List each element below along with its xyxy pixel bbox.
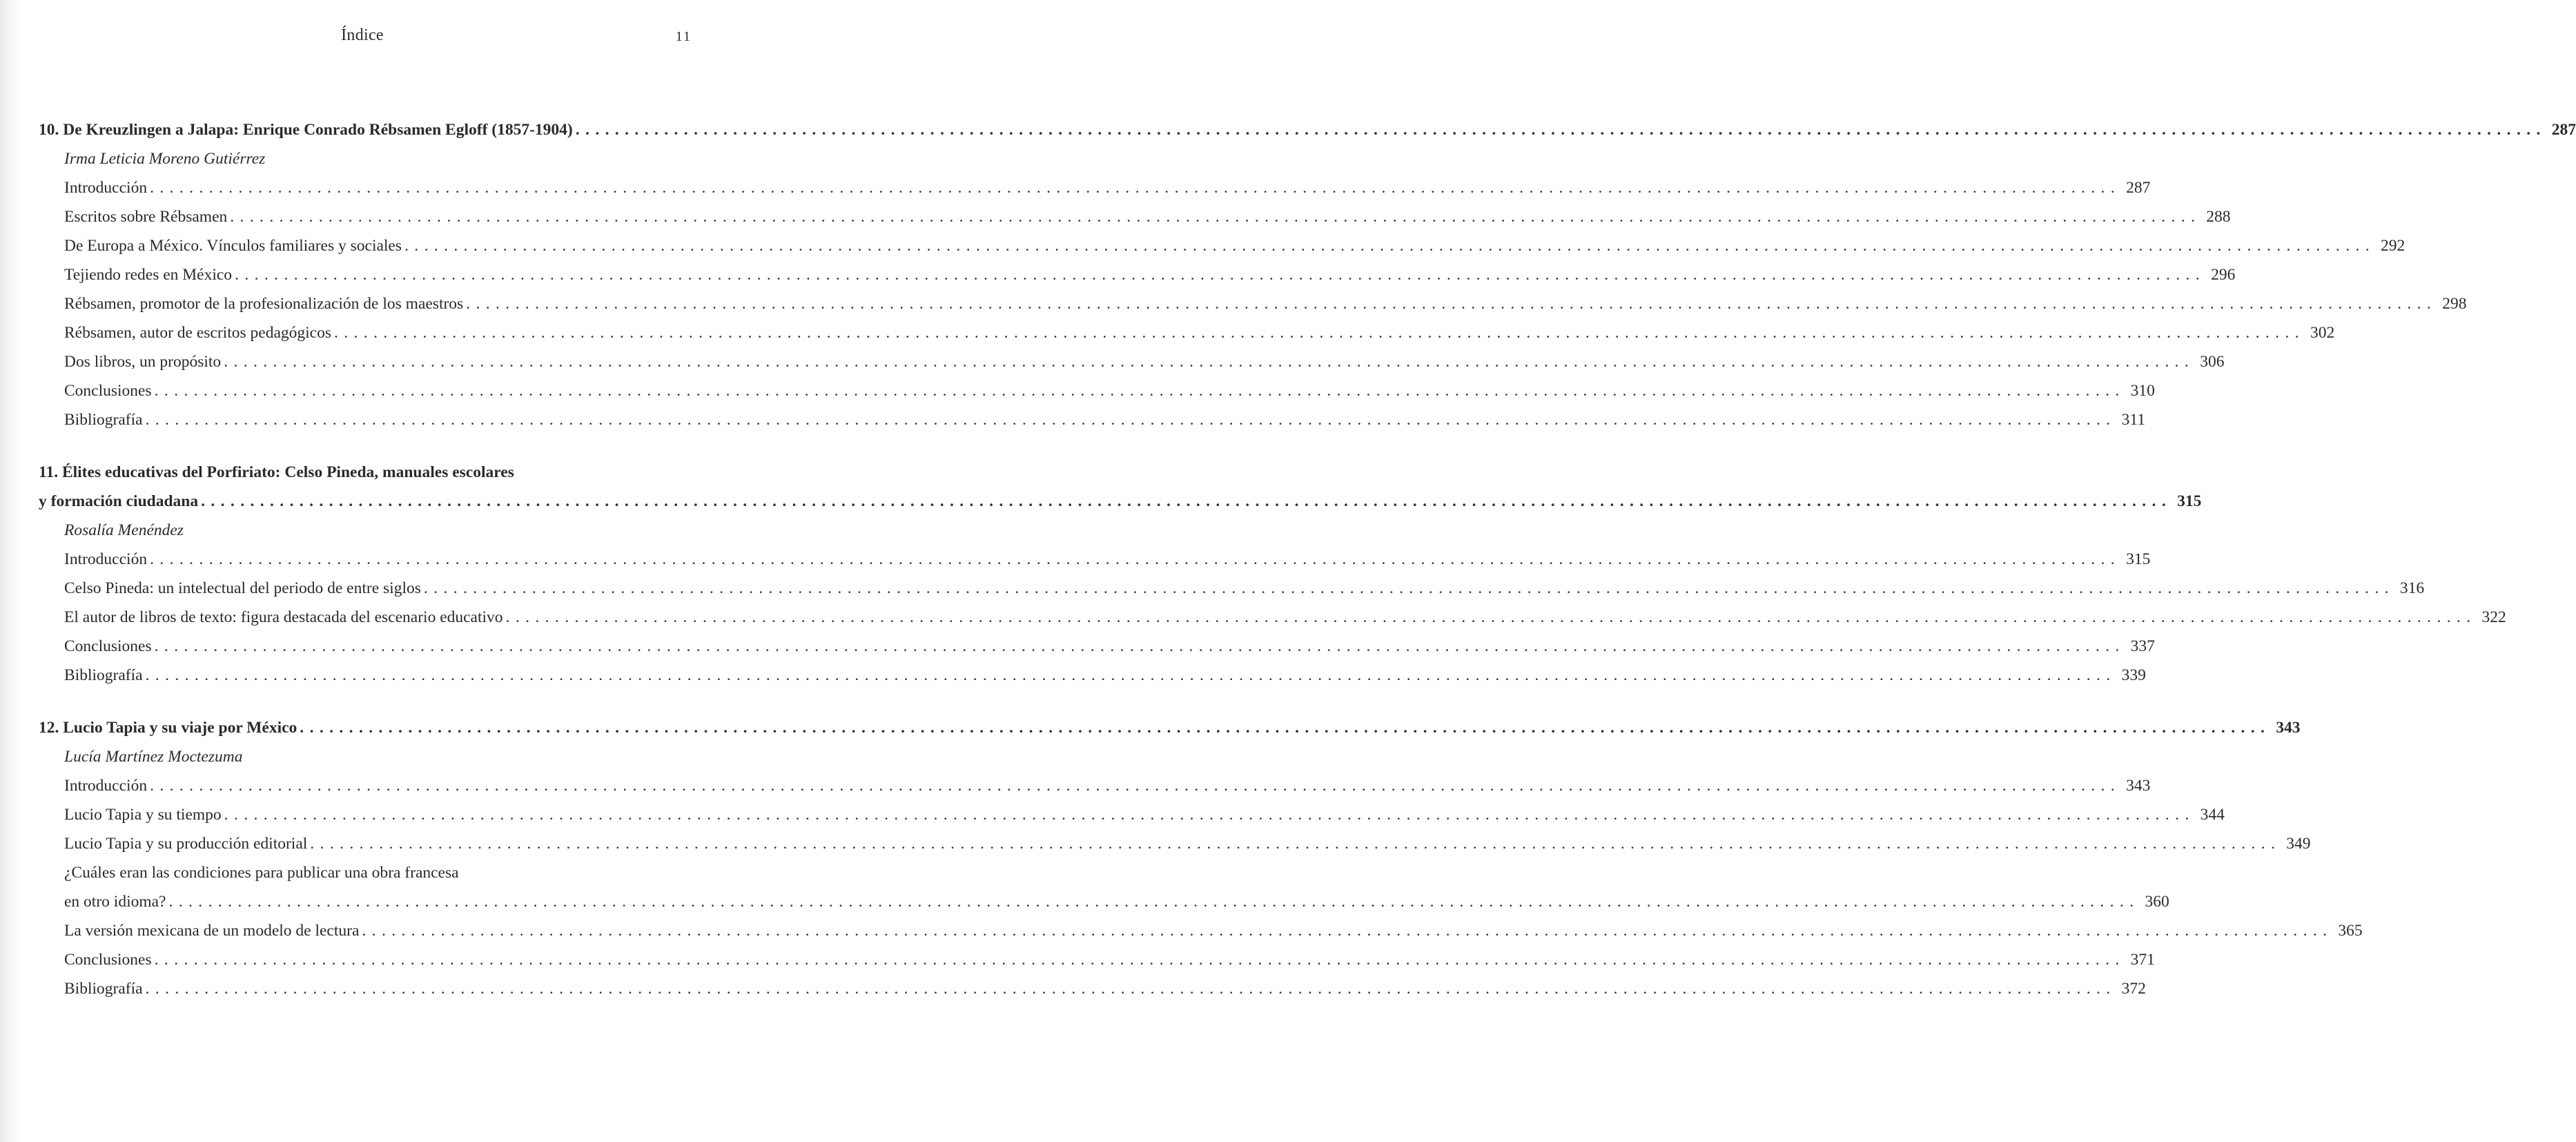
chapter-title-label: 10. De Kreuzlingen a Jalapa: Enrique Conrado Rébsamen Egloff (1857-1904) xyxy=(39,121,573,139)
chapter-title-page: 287 xyxy=(2551,121,2576,139)
chapter-author[interactable] xyxy=(39,144,693,173)
dot-leader: ........................................................................................................................................................................................................ xyxy=(201,492,2172,510)
dot-leader: ........................................................................................................................................................................................................ xyxy=(168,893,2140,911)
section-entry[interactable] xyxy=(39,289,2467,318)
chapter-author-label: Rosalía Menéndez xyxy=(64,521,184,539)
section-entry-page: 344 xyxy=(2200,806,2225,824)
section-entry-label: en otro idioma? xyxy=(64,893,166,911)
dot-leader: ........................................................................................................................................................................................................ xyxy=(575,121,2546,139)
section-entry[interactable] xyxy=(39,318,2335,347)
chapter-title-label: 11. Élites educativas del Porfiriato: Celso Pineda, manuales escolares xyxy=(39,463,514,481)
section-entry-label: Rébsamen, promotor de la profesionalización de los maestros xyxy=(64,295,464,313)
dot-leader: ........................................................................................................................................................................................................ xyxy=(154,382,2125,400)
chapter-spacer xyxy=(39,690,693,713)
section-entry-page: 316 xyxy=(2399,579,2425,597)
dot-leader: ........................................................................................................................................................................................................ xyxy=(230,208,2201,226)
section-entry-label: Introducción xyxy=(64,777,148,795)
table-of-contents xyxy=(39,115,2576,1003)
section-entry-label: Conclusiones xyxy=(64,637,152,655)
chapter-title-label: y formación ciudadana xyxy=(39,492,199,510)
section-entry-page: 315 xyxy=(2126,550,2151,568)
section-entry-label: Lucio Tapia y su tiempo xyxy=(64,806,222,824)
section-entry-label: Conclusiones xyxy=(64,951,152,969)
section-entry-page: 360 xyxy=(2145,893,2169,911)
dot-leader: ........................................................................................................................................................................................................ xyxy=(150,179,2121,197)
section-entry-page: 339 xyxy=(2121,666,2146,684)
dot-leader: ........................................................................................................................................................................................................ xyxy=(224,353,2195,371)
chapter-spacer xyxy=(39,434,693,458)
section-entry-label: Conclusiones xyxy=(64,382,152,400)
section-entry[interactable] xyxy=(39,771,2151,800)
chapter-title-page: 315 xyxy=(2177,492,2202,510)
section-entry-label: Lucio Tapia y su producción editorial xyxy=(64,835,308,853)
section-entry-page: 310 xyxy=(2130,382,2155,400)
section-entry[interactable] xyxy=(39,887,2169,916)
section-entry-label: Tejiendo redes en México xyxy=(64,266,233,284)
section-entry[interactable] xyxy=(39,231,2406,260)
section-entry[interactable] xyxy=(39,603,2506,632)
section-entry-page: 349 xyxy=(2286,835,2311,853)
section-entry-page: 298 xyxy=(2442,295,2467,313)
section-entry-page: 371 xyxy=(2130,951,2155,969)
header-title: Índice xyxy=(341,26,384,44)
section-entry-label: El autor de libros de texto: figura destacada del escenario educativo xyxy=(64,608,503,626)
chapter-title[interactable] xyxy=(39,115,2576,144)
section-entry-page: 372 xyxy=(2121,980,2146,998)
chapter-title[interactable] xyxy=(39,713,2301,742)
section-entry-label: De Europa a México. Vínculos familiares y sociales xyxy=(64,237,402,255)
dot-leader: ........................................................................................................................................................................................................ xyxy=(505,608,2477,626)
section-entry-page: 288 xyxy=(2206,208,2231,226)
section-entry-page: 337 xyxy=(2130,637,2155,655)
section-entry-label: Bibliografía xyxy=(64,411,143,429)
chapter-author[interactable] xyxy=(39,742,693,771)
section-entry-label: Introducción xyxy=(64,179,148,197)
section-entry-page: 365 xyxy=(2338,922,2363,940)
chapter-author[interactable] xyxy=(39,516,693,545)
chapter-author-label: Irma Leticia Moreno Gutiérrez xyxy=(64,150,266,168)
section-entry-page: 306 xyxy=(2200,353,2225,371)
section-entry-label: La versión mexicana de un modelo de lectura xyxy=(64,922,360,940)
section-entry[interactable] xyxy=(39,974,2146,1003)
section-entry-page: 343 xyxy=(2126,777,2151,795)
section-entry[interactable] xyxy=(39,829,2311,858)
section-entry-label: Dos libros, un propósito xyxy=(64,353,222,371)
section-entry[interactable] xyxy=(39,661,2146,690)
section-entry[interactable] xyxy=(39,347,2225,376)
section-entry[interactable] xyxy=(39,800,2225,829)
section-entry-page: 292 xyxy=(2381,237,2406,255)
dot-leader: ........................................................................................................................................................................................................ xyxy=(150,550,2121,568)
section-entry-label: Bibliografía xyxy=(64,980,143,998)
dot-leader: ........................................................................................................................................................................................................ xyxy=(300,719,2271,737)
section-entry[interactable] xyxy=(39,632,2155,661)
dot-leader: ........................................................................................................................................................................................................ xyxy=(235,266,2206,284)
running-header xyxy=(0,26,761,54)
section-entry-label: Celso Pineda: un intelectual del periodo de entre siglos xyxy=(64,579,421,597)
section-entry[interactable] xyxy=(39,405,2145,434)
dot-leader: ........................................................................................................................................................................................................ xyxy=(310,835,2281,853)
section-entry[interactable] xyxy=(39,260,2236,289)
dot-leader: ........................................................................................................................................................................................................ xyxy=(224,806,2195,824)
section-entry-label: Escritos sobre Rébsamen xyxy=(64,208,228,226)
section-entry-page: 322 xyxy=(2481,608,2506,626)
section-entry[interactable] xyxy=(39,545,2151,574)
section-entry[interactable] xyxy=(39,173,2151,202)
dot-leader: ........................................................................................................................................................................................................ xyxy=(145,980,2116,998)
dot-leader: ........................................................................................................................................................................................................ xyxy=(423,579,2394,597)
section-entry-page: 311 xyxy=(2121,411,2145,429)
section-entry-label: ¿Cuáles eran las condiciones para publicar una obra francesa xyxy=(64,864,459,882)
dot-leader: ........................................................................................................................................................................................................ xyxy=(154,951,2125,969)
section-entry-page: 287 xyxy=(2126,179,2151,197)
dot-leader: ........................................................................................................................................................................................................ xyxy=(150,777,2121,795)
dot-leader: ........................................................................................................................................................................................................ xyxy=(145,411,2116,429)
section-entry[interactable] xyxy=(39,574,2425,603)
dot-leader: ........................................................................................................................................................................................................ xyxy=(145,666,2116,684)
chapter-author-label: Lucía Martínez Moctezuma xyxy=(64,748,243,766)
section-entry[interactable] xyxy=(39,858,693,887)
dot-leader: ........................................................................................................................................................................................................ xyxy=(404,237,2376,255)
chapter-title-label: 12. Lucio Tapia y su viaje por México xyxy=(39,719,297,737)
dot-leader: ........................................................................................................................................................................................................ xyxy=(333,324,2305,342)
section-entry-label: Rébsamen, autor de escritos pedagógicos xyxy=(64,324,331,342)
header-page-number: 11 xyxy=(675,29,692,44)
chapter-title-page: 343 xyxy=(2276,719,2301,737)
section-entry[interactable] xyxy=(39,945,2155,974)
section-entry-label: Bibliografía xyxy=(64,666,143,684)
section-entry-label: Introducción xyxy=(64,550,148,568)
dot-leader: ........................................................................................................................................................................................................ xyxy=(466,295,2437,313)
section-entry[interactable] xyxy=(39,376,2155,405)
dot-leader: ........................................................................................................................................................................................................ xyxy=(362,922,2333,940)
section-entry[interactable] xyxy=(39,916,2363,945)
section-entry[interactable] xyxy=(39,202,2231,231)
section-entry-page: 302 xyxy=(2310,324,2335,342)
section-entry-page: 296 xyxy=(2211,266,2236,284)
chapter-title[interactable] xyxy=(39,487,2202,516)
dot-leader: ........................................................................................................................................................................................................ xyxy=(154,637,2125,655)
chapter-title[interactable] xyxy=(39,458,693,487)
